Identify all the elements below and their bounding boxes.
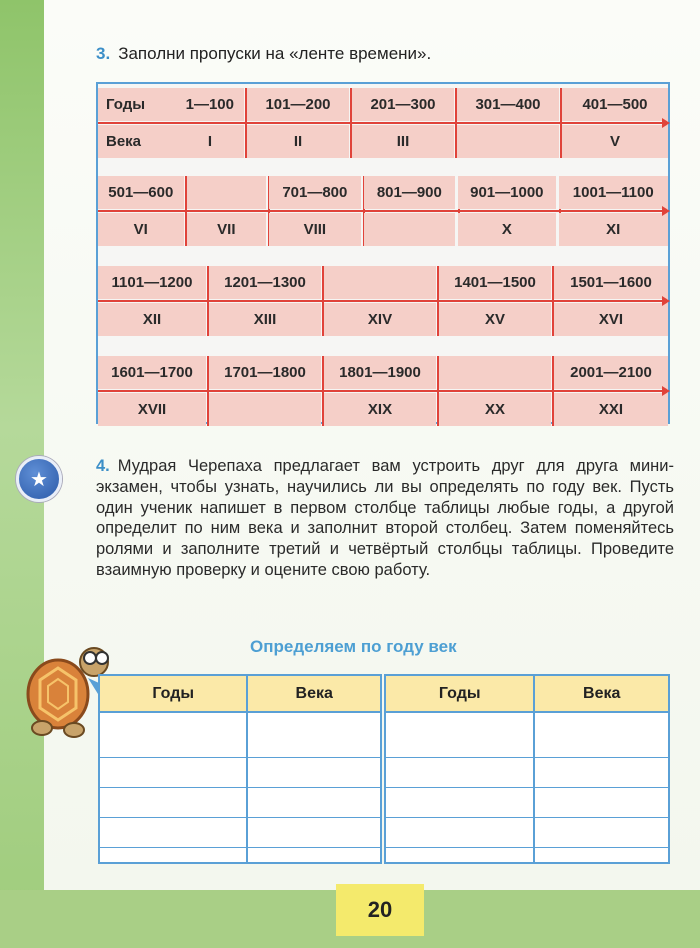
task4-text: Мудрая Черепаха предлагает вам устроить друг для друга мини-экзамен, чтобы узнать, научились ли вы определять по году век. Пусть один ученик напишет в первом столбце таблицы любые годы, а другой определит по ним века и заполнит второй столбец. Затем поменяйтесь ролями и заполните третий и четвёртый столбцы таблицы. Проведите взаимную проверку и оцените свою работу. [96, 457, 674, 579]
task4-paragraph [96, 456, 674, 581]
task3-number: 3. [96, 44, 111, 63]
years-cell: 101—200 [247, 88, 349, 121]
years-cell: 501—600 [98, 176, 184, 209]
years-cell: 1201—1300 [209, 266, 321, 299]
years-cell: 1801—1900 [324, 356, 436, 389]
table-caption: Определяем по году век [250, 637, 457, 656]
answer-cell[interactable] [247, 712, 380, 757]
time-ribbon-row [98, 176, 668, 246]
years-value: 1—100 [185, 96, 234, 113]
century-cell: XVI [554, 303, 668, 336]
century-cell: XXI [554, 393, 668, 426]
stars-icon: ★ [16, 456, 62, 502]
answer-cell[interactable] [100, 712, 247, 757]
answer-cell[interactable] [247, 817, 380, 847]
century-value: I [207, 133, 212, 150]
years-cell: 701—800 [269, 176, 361, 209]
page-number: 20 [336, 884, 424, 936]
century-cell: XV [439, 303, 551, 336]
answer-cell[interactable] [100, 787, 247, 817]
years-cell: 1001—1100 [559, 176, 668, 209]
century-cell: VI [98, 213, 184, 246]
years-cell: 1101—1200 [98, 266, 206, 299]
time-ribbon-row [98, 88, 668, 158]
years-cell: 1401—1500 [439, 266, 551, 299]
answer-cell[interactable] [247, 757, 380, 787]
answer-cell[interactable] [534, 847, 668, 862]
answer-cell[interactable] [534, 787, 668, 817]
header-centuries: Века [247, 676, 380, 712]
years-cell: 401—500 [562, 88, 668, 121]
century-cell: XII [98, 303, 206, 336]
ribbon-arrow [98, 210, 664, 212]
century-cell: V [562, 125, 668, 158]
years-cell: 301—400 [457, 88, 559, 121]
century-blank-cell[interactable] [364, 213, 456, 246]
century-cell: VIII [269, 213, 361, 246]
answer-cell[interactable] [534, 712, 668, 757]
header-years: Годы [386, 676, 534, 712]
task3-text: Заполни пропуски на «ленте времени». [118, 44, 432, 63]
century-cell: XI [559, 213, 668, 246]
years-cell: 2001—2100 [554, 356, 668, 389]
answer-cell[interactable] [100, 757, 247, 787]
century-cell: II [247, 125, 349, 158]
task3-title [96, 44, 431, 64]
answer-cell[interactable] [386, 712, 534, 757]
century-cell: XVII [98, 393, 206, 426]
answer-cell[interactable] [100, 817, 247, 847]
century-cell: VII [187, 213, 267, 246]
years-cell: 801—900 [364, 176, 456, 209]
years-cell: 201—300 [352, 88, 454, 121]
header-years: Годы [100, 676, 247, 712]
years-blank-cell[interactable] [324, 266, 436, 299]
years-blank-cell[interactable] [439, 356, 551, 389]
years-cell: 1701—1800 [209, 356, 321, 389]
answer-cell[interactable] [386, 787, 534, 817]
century-blank-cell[interactable] [209, 393, 321, 426]
ribbon-arrow [98, 390, 664, 392]
row-label-centuries: Века [106, 133, 142, 150]
ribbon-arrow [98, 122, 664, 124]
time-ribbon [96, 82, 670, 424]
years-cell: 901—1000 [458, 176, 555, 209]
years-cell [98, 88, 244, 121]
century-cell: XIX [324, 393, 436, 426]
century-blank-cell[interactable] [457, 125, 559, 158]
century-cell: XIV [324, 303, 436, 336]
century-cell: XIII [209, 303, 321, 336]
answer-cell[interactable] [247, 787, 380, 817]
answer-cell[interactable] [534, 757, 668, 787]
century-cell: XX [439, 393, 551, 426]
years-blank-cell[interactable] [187, 176, 267, 209]
time-ribbon-row [98, 266, 668, 336]
years-cell: 1601—1700 [98, 356, 206, 389]
task4-number: 4. [96, 457, 110, 475]
century-cell: X [458, 213, 555, 246]
answer-table-left [98, 674, 382, 864]
years-cell: 1501—1600 [554, 266, 668, 299]
row-label-years: Годы [106, 96, 146, 113]
time-ribbon-row [98, 356, 668, 426]
header-centuries: Века [534, 676, 668, 712]
answer-cell[interactable] [534, 817, 668, 847]
ribbon-arrow [98, 300, 664, 302]
answer-cell[interactable] [386, 757, 534, 787]
answer-cell[interactable] [386, 847, 534, 862]
century-cell: III [352, 125, 454, 158]
answer-cell[interactable] [386, 817, 534, 847]
answer-table-right [384, 674, 670, 864]
answer-cell[interactable] [100, 847, 247, 862]
answer-cell[interactable] [247, 847, 380, 862]
century-cell [98, 125, 244, 158]
